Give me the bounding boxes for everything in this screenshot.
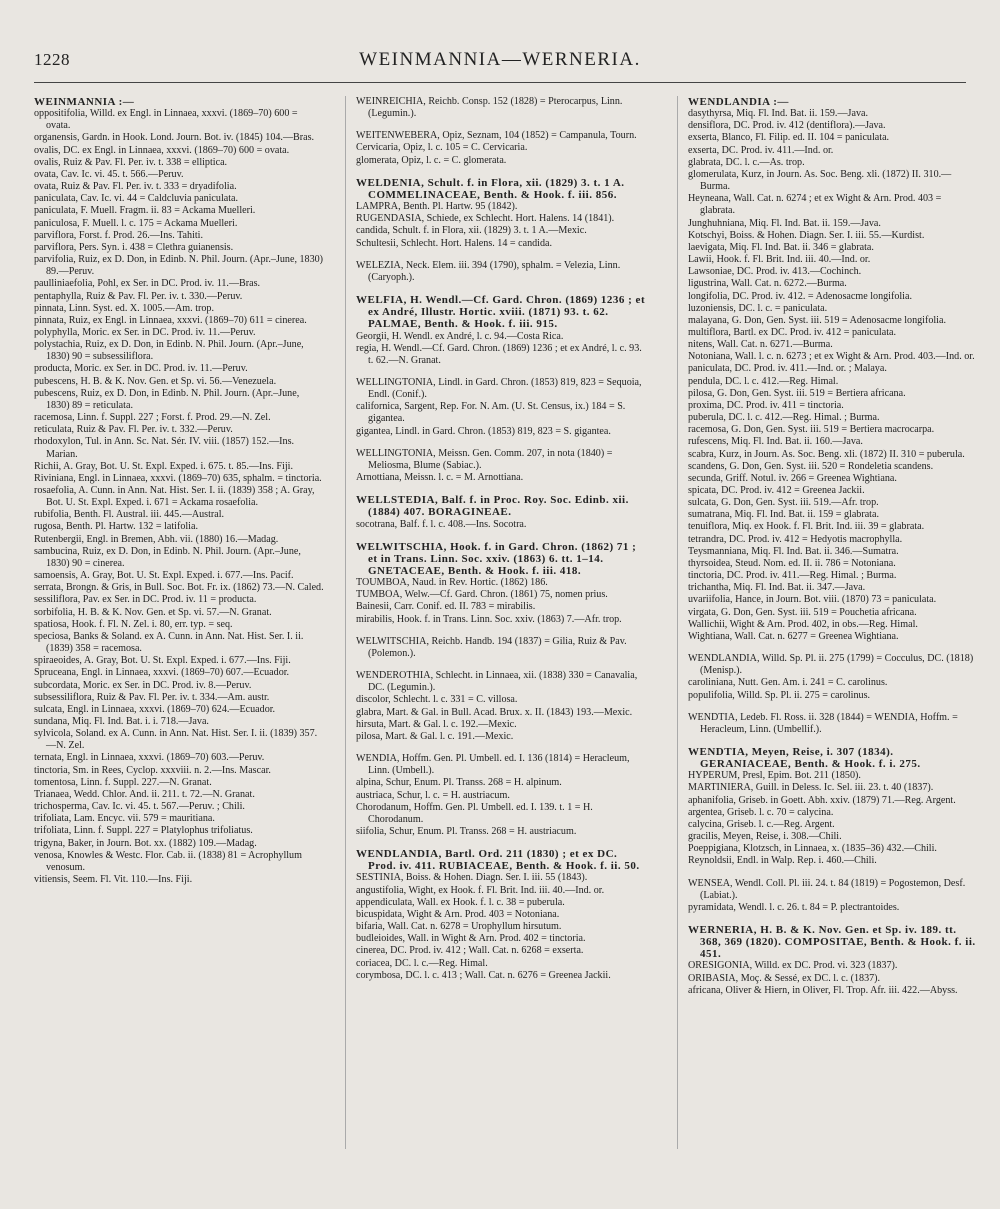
genus-heading: WENDLANDIA, Bartl. Ord. 211 (1830) ; et ex DC. Prod. iv. 411. RUBIACEAE, Benth. & Hook. f. ii. 50. [356,848,640,873]
species-entry: glomerulata, Kurz, in Journ. As. Soc. Beng. xli. (1872) II. 310.—Burma. [688,168,952,193]
species-entry: Richii, A. Gray, Bot. U. St. Expl. Exped. i. 675. t. 85.—Ins. Fiji. [34,460,293,472]
running-head: WEINMANNIA—WERNERIA. [359,49,641,70]
species-entry: producta, Moric. ex Ser. in DC. Prod. iv. 11.—Peruv. [34,363,248,375]
species-entry: aphanifolia, Griseb. in Goett. Abh. xxiv. (1879) 71.—Reg. Argent. [688,794,956,806]
species-entry: proxima, DC. Prod. iv. 411 = tinctoria. [688,399,844,411]
species-entry: RUGENDASIA, Schiede, ex Schlecht. Hort. Halens. 14 (1841). [356,213,615,225]
species-entry: Cervicaria, Opiz, l. c. 105 = C. Cervicaria. [356,142,528,154]
species-entry: alpina, Schur, Enum. Pl. Transs. 268 = H. alpinum. [356,777,562,789]
species-entry: cinerea, DC. Prod. iv. 412 ; Wall. Cat. n. 6268 = exserta. [356,945,584,957]
species-entry: puberula, DC. l. c. 412.—Reg. Himal. ; Burma. [688,412,880,424]
species-entry: ovalis, Ruiz & Pav. Fl. Per. iv. t. 338 = elliptica. [34,156,228,168]
species-entry: sylvicola, Soland. ex A. Cunn. in Ann. Nat. Hist. Ser. I. ii. (1839) 357.—N. Zel. [34,728,318,752]
species-entry: Chorodanum, Hoffm. Gen. Pl. Umbell. ed. I. 139. t. 1 = H. Chorodanum. [356,801,593,825]
species-entry: ternata, Engl. in Linnaea, xxxvi. (1869–70) 603.—Peruv. [34,752,265,764]
species-entry: Heyneana, Wall. Cat. n. 6274 ; et ex Wight & Arn. Prod. 403 = glabrata. [688,193,942,217]
species-entry: WENDLANDIA, Willd. Sp. Pl. ii. 275 (1799) = Cocculus, DC. (1818) (Menisp.). [688,653,974,677]
species-entry: polyphylla, Moric. ex Ser. in DC. Prod. iv. 11.—Peruv. [34,326,256,338]
species-entry: venosa, Knowles & Westc. Flor. Cab. ii. (1838) 81 = Acrophyllum venosum. [34,849,302,873]
species-entry: WEINREICHIA, Reichb. Consp. 152 (1828) = Pterocarpus, Linn. (Legumin.). [356,96,623,120]
species-entry: socotrana, Balf. f. l. c. 408.—Ins. Socotra. [356,518,527,530]
species-entry: Arnottiana, Meissn. l. c. = M. Arnottiana. [356,472,524,484]
genus-block [356,448,646,484]
species-entry: Kotschyi, Boiss. & Hohen. Diagn. Ser. I. iii. 55.—Kurdist. [688,229,925,241]
species-entry: pubescens, H. B. & K. Nov. Gen. et Sp. vi. 56.—Venezuela. [34,375,277,387]
species-entry: pubescens, Ruiz, ex D. Don, in Edinb. N. Phil. Journ. (Apr.–June, 1830) 89 = reticulata. [34,387,300,411]
species-entry: mirabilis, Hook. f. in Trans. Linn. Soc. xxiv. (1863) 7.—Afr. trop. [356,613,622,625]
species-entry: Bainesii, Carr. Conif. ed. II. 783 = mirabilis. [356,601,536,613]
species-entry: subcordata, Moric. ex Ser. in DC. Prod. iv. 8.—Peruv. [34,679,252,691]
genus-block [34,96,324,886]
species-entry: paniculata, Cav. Ic. vi. 44 = Caldcluvia paniculata. [34,193,239,205]
species-entry: luzoniensis, DC. l. c. = paniculata. [688,302,828,314]
species-entry: exserta, Blanco, Fl. Filip. ed. II. 104 = paniculata. [688,132,890,144]
species-entry: WENSEA, Wendl. Coll. Pl. iii. 24. t. 84 (1819) = Pogostemon, Desf. (Labiat.). [688,877,966,901]
species-entry: budleioides, Wall. in Wight & Arn. Prod. 402 = tinctoria. [356,933,586,945]
species-entry: Spruceana, Engl. in Linnaea, xxxvi. (1869–70) 607.—Ecuador. [34,667,290,679]
genus-heading: WENDLANDIA :— [688,96,789,108]
species-entry: paulliniaefolia, Pohl, ex Ser. in DC. Prod. iv. 11.—Bras. [34,278,261,290]
species-entry: ORIBASIA, Moç. & Sessé, ex DC. l. c. (1837). [688,972,881,984]
species-entry: LAMPRA, Benth. Pl. Hartw. 95 (1842). [356,201,518,213]
species-entry: WELLINGTONIA, Lindl. in Gard. Chron. (1853) 819, 823 = Sequoia, Endl. (Conif.). [356,376,642,401]
species-entry: gigantea, Lindl. in Gard. Chron. (1853) 819, 823 = S. gigantea. [356,425,611,437]
species-entry: californica, Sargent, Rep. For. N. Am. (U. St. Census, ix.) 184 = S. gigantea. [356,401,626,425]
species-entry: TUMBOA, Welw.—Cf. Gard. Chron. (1861) 75, nomen prius. [356,589,608,601]
species-entry: argentea, Griseb. l. c. 70 = calycina. [688,806,834,818]
species-entry: trichosperma, Cav. Ic. vi. 45. t. 567.—Peruv. ; Chili. [34,801,245,813]
species-entry: Junghuhniana, Miq. Fl. Ind. Bat. ii. 159.—Java. [688,217,881,229]
species-entry: Georgii, H. Wendl. ex André, l. c. 94.—Costa Rica. [356,330,564,342]
species-entry: rubifolia, Benth. Fl. Austral. iii. 445.—Austral. [34,509,225,521]
species-entry: Riviniana, Engl. in Linnaea, xxxvi. (1869–70) 635, sphalm. = tinctoria. [34,472,322,484]
species-entry: ORESIGONIA, Willd. ex DC. Prod. vi. 323 (1837). [688,960,898,972]
genus-block [688,96,978,643]
species-entry: pentaphylla, Ruiz & Pav. Fl. Per. iv. t. 330.—Peruv. [34,290,243,302]
species-entry: sumatrana, Miq. Fl. Ind. Bat. ii. 159 = glabrata. [688,509,879,521]
species-entry: glabra, Mart. & Gal. in Bull. Acad. Brux. x. II. (1843) 193.—Mexic. [356,706,633,718]
species-entry: subsessiliflora, Ruiz & Pav. Fl. Per. iv. t. 334.—Am. austr. [34,691,270,703]
species-entry: tomentosa, Linn. f. Suppl. 227.—N. Granat. [34,776,212,788]
species-entry: rufescens, Miq. Fl. Ind. Bat. ii. 160.—Java. [688,436,863,448]
species-entry: virgata, G. Don, Gen. Syst. iii. 519 = Pouchetia africana. [688,606,917,618]
genus-block [356,636,646,660]
species-entry: populifolia, Willd. Sp. Pl. ii. 275 = carolinus. [688,689,871,701]
species-entry: tinctoria, Sm. in Rees, Cyclop. xxxviii. n. 2.—Ins. Mascar. [34,764,271,776]
species-entry: tinctoria, DC. Prod. iv. 411.—Reg. Himal. ; Burma. [688,570,897,582]
column-1 [34,96,324,896]
species-entry: regia, H. Wendl.—Cf. Gard. Chron. (1869) 1236 ; et ex André, l. c. 93. t. 62.—N. Granat. [356,342,642,366]
species-entry: sorbifolia, H. B. & K. Nov. Gen. et Sp. vi. 57.—N. Granat. [34,606,272,618]
species-entry: ovalis, DC. ex Engl. in Linnaea, xxxvi. (1869–70) 600 = ovata. [34,144,290,156]
genus-heading: WELDENIA, Schult. f. in Flora, xii. (1829) 3. t. 1 A. COMMELINACEAE, Benth. & Hook. f. iii. 856. [356,176,625,201]
species-entry: Rutenbergii, Engl. in Bremen, Abh. vii. (1880) 16.—Madag. [34,533,279,545]
species-entry: candida, Schult. f. in Flora, xii. (1829) 3. t. 1 A.—Mexic. [356,225,587,237]
species-entry: spicata, DC. Prod. iv. 412 = Greenea Jackii. [688,485,865,496]
species-entry: WELEZIA, Neck. Elem. iii. 394 (1790), sphalm. = Velezia, Linn. (Caryoph.). [356,259,621,283]
species-entry: ligustrina, Wall. Cat. n. 6272.—Burma. [688,278,847,290]
genus-heading: WELWITSCHIA, Hook. f. in Gard. Chron. (1862) 71 ; et in Trans. Linn. Soc. xxiv. (1863) 6. tt. 1–14. GNETACEAE, Benth. & Hook. f. iii. 418. [356,540,637,577]
species-entry: austriaca, Schur, l. c. = H. austriacum. [356,789,510,801]
species-entry: sulcata, Engl. in Linnaea, xxxvi. (1869–70) 624.—Ecuador. [34,703,276,715]
species-entry: WEITENWEBERA, Opiz, Seznam, 104 (1852) = Campanula, Tourn. [356,130,637,142]
species-entry: WENDTIA, Ledeb. Fl. Ross. ii. 328 (1844) = WENDIA, Hoffm. = Heracleum, Linn. (Umbellif.). [688,711,958,735]
species-entry: corymbosa, DC. l. c. 413 ; Wall. Cat. n. 6276 = Greenea Jackii. [356,969,611,981]
species-entry: HYPERUM, Presl, Epim. Bot. 211 (1850). [688,770,861,782]
species-entry: secunda, Griff. Notul. iv. 266 = Greenea Wightiana. [688,472,897,484]
genus-block [688,746,978,868]
column-divider [345,96,346,1149]
genus-heading: WENDTIA, Meyen, Reise, i. 307 (1834). GERANIACEAE, Benth. & Hook. f. i. 275. [688,745,921,771]
species-entry: trifoliata, Lam. Encyc. vii. 579 = mauritiana. [34,813,215,825]
species-entry: parviflora, Pers. Syn. i. 438 = Clethra guianensis. [34,241,234,253]
species-entry: Lawsoniae, DC. Prod. iv. 413.—Cochinch. [688,266,862,278]
genus-block [356,848,646,982]
species-entry: sessiliflora, Pav. ex Ser. in DC. Prod. iv. 11 = producta. [34,594,257,606]
species-entry: oppositifolia, Willd. ex Engl. in Linnaea, xxxvi. (1869–70) 600 = ovata. [34,108,298,132]
species-entry: exserta, DC. Prod. iv. 411.—Ind. or. [688,144,834,156]
species-entry: WELWITSCHIA, Reichb. Handb. 194 (1837) = Gilia, Ruiz & Pav. (Polemon.). [356,635,627,659]
species-entry: ovata, Cav. Ic. vi. 45. t. 566.—Peruv. [34,168,184,180]
species-entry: pilosa, G. Don, Gen. Syst. iii. 519 = Bertiera africana. [688,387,906,399]
species-entry: laevigata, Miq. Fl. Ind. Bat. ii. 346 = glabrata. [688,241,874,253]
genus-block [688,924,978,997]
species-entry: caroliniana, Nutt. Gen. Am. i. 241 = C. carolinus. [688,677,888,689]
species-entry: Wallichii, Wight & Arn. Prod. 402, in obs.—Reg. Himal. [688,618,918,630]
species-entry: sulcata, G. Don, Gen. Syst. iii. 519.—Afr. trop. [688,497,879,509]
species-entry: racemosa, G. Don, Gen. Syst. iii. 519 = Bertiera macrocarpa. [688,424,935,436]
species-entry: Lawii, Hook. f. Fl. Brit. Ind. iii. 40.—Ind. or. [688,254,871,266]
species-entry: Poeppigiana, Klotzsch, in Linnaea, x. (1835–36) 432.—Chili. [688,843,937,855]
species-entry: discolor, Schlecht. l. c. 331 = C. villosa. [356,694,518,706]
species-entry: organensis, Gardn. in Hook. Lond. Journ. Bot. iv. (1845) 104.—Bras. [34,132,315,144]
species-entry: glabrata, DC. l. c.—As. trop. [688,156,805,168]
column-2 [356,96,646,992]
species-entry: calycina, Griseb. l. c.—Reg. Argent. [688,818,835,830]
species-entry: vitiensis, Seem. Fl. Vit. 110.—Ins. Fiji. [34,874,193,885]
species-entry: rhodoxylon, Tul. in Ann. Sc. Nat. Sér. IV. viii. (1857) 152.—Ins. Marian. [34,436,295,460]
page-number: 1228 [34,50,70,69]
species-entry: parvifolia, Ruiz, ex D. Don, in Edinb. N. Phil. Journ. (Apr.–June, 1830) 89.—Peruv. [34,254,324,278]
species-entry: malayana, G. Don, Gen. Syst. iii. 519 = Adenosacme longifolia. [688,314,946,326]
species-entry: Trianaea, Wedd. Chlor. And. ii. 211. t. 72.—N. Granat. [34,788,255,800]
species-entry: TOUMBOA, Naud. in Rev. Hortic. (1862) 186. [356,577,548,589]
species-entry: pinnata, Ruiz, ex Engl. in Linnaea, xxxvi. (1869–70) 611 = cinerea. [34,314,307,326]
species-entry: speciosa, Banks & Soland. ex A. Cunn. in Ann. Nat. Hist. Ser. I. ii. (1839) 358 = racemosa. [34,630,304,655]
genus-heading: WEINMANNIA :— [34,96,135,108]
genus-block [356,377,646,438]
genus-block [356,541,646,626]
genus-block [356,494,646,530]
species-entry: SESTINIA, Boiss. & Hohen. Diagn. Ser. I. iii. 55 (1843). [356,872,588,884]
species-entry: racemosa, Linn. f. Suppl. 227 ; Forst. f. Prod. 29.—N. Zel. [34,412,271,424]
species-entry: WENDEROTHIA, Schlecht. in Linnaea, xii. (1838) 330 = Canavalia, DC. (Legumin.). [356,670,638,694]
species-entry: MARTINIERA, Guill. in Deless. Ic. Sel. iii. 23. t. 40 (1837). [688,782,934,794]
species-entry: sambucina, Ruiz, ex D. Don, in Edinb. N. Phil. Journ. (Apr.–June, 1830) 90 = cinerea. [34,545,301,569]
genus-heading: WELLSTEDIA, Balf. f. in Proc. Roy. Soc. Edinb. xii. (1884) 407. BORAGINEAE. [356,494,629,519]
species-entry: ovata, Ruiz & Pav. Fl. Per. iv. t. 333 = dryadifolia. [34,181,237,193]
genus-block [356,177,646,250]
species-entry: bicuspidata, Wight & Arn. Prod. 403 = Notoniana. [356,908,560,920]
species-entry: multiflora, Bartl. ex DC. Prod. iv. 412 = paniculata. [688,326,896,338]
species-entry: bifaria, Wall. Cat. n. 6278 = Urophyllum hirsutum. [356,921,562,933]
species-entry: reticulata, Ruiz & Pav. Fl. Per. iv. t. 332.—Peruv. [34,424,233,436]
species-entry: tetrandra, DC. Prod. iv. 412 = Hedyotis macrophylla. [688,533,903,545]
species-entry: scandens, G. Don, Gen. Syst. iii. 520 = Rondeletia scandens. [688,460,934,472]
species-entry: angustifolia, Wight, ex Hook. f. Fl. Brit. Ind. iii. 40.—Ind. or. [356,884,605,896]
species-entry: Wightiana, Wall. Cat. n. 6277 = Greenea Wightiana. [688,630,899,642]
species-entry: sundana, Miq. Fl. Ind. Bat. i. i. 718.—Java. [34,715,209,727]
species-entry: paniculata, DC. Prod. iv. 411.—Ind. or. ; Malaya. [688,363,887,375]
header-rule [34,82,966,83]
species-entry: WELLINGTONIA, Meissn. Gen. Comm. 207, in nota (1840) = Meliosma, Blume (Sabiac.). [356,447,613,471]
species-entry: siifolia, Schur, Enum. Pl. Transs. 268 = H. austriacum. [356,825,577,837]
species-entry: coriacea, DC. l. c.—Reg. Himal. [356,957,488,969]
species-entry: samoensis, A. Gray, Bot. U. St. Expl. Exped. i. 677.—Ins. Pacif. [34,570,294,582]
species-entry: pendula, DC. l. c. 412.—Reg. Himal. [688,375,839,387]
column-3 [688,96,978,1007]
species-entry: densiflora, DC. Prod. iv. 412 (dentiflora).—Java. [688,120,886,132]
species-entry: tenuiflora, Miq. ex Hook. f. Fl. Brit. Ind. iii. 39 = glabrata. [688,521,925,533]
genus-block [688,712,978,736]
species-entry: spatiosa, Hook. f. Fl. N. Zel. i. 80, err. typ. = seq. [34,618,233,630]
species-entry: trichantha, Miq. Fl. Ind. Bat. ii. 347.—Java. [688,582,866,594]
species-entry: trifoliata, Linn. f. Suppl. 227 = Platylophus trifoliatus. [34,825,253,837]
species-entry: appendiculata, Wall. ex Hook. f. l. c. 38 = puberula. [356,896,565,908]
species-entry: spiraeoides, A. Gray, Bot. U. St. Expl. Exped. i. 677.—Ins. Fiji. [34,655,291,667]
species-entry: trigyna, Baker, in Journ. Bot. xx. (1882) 109.—Madag. [34,837,257,849]
species-entry: parviflora, Forst. f. Prod. 26.—Ins. Tahiti. [34,229,204,241]
species-entry: glomerata, Opiz, l. c. = C. glomerata. [356,154,507,166]
species-entry: uvariifolia, Hance, in Journ. Bot. viii. (1870) 73 = paniculata. [688,594,937,606]
species-entry: paniculosa, F. Muell. l. c. 175 = Ackama Muelleri. [34,217,238,229]
species-entry: polystachia, Ruiz, ex D. Don, in Edinb. N. Phil. Journ. (Apr.–June, 1830) 90 = subsessiliflora. [34,339,304,363]
species-entry: rugosa, Benth. Pl. Hartw. 132 = latifolia. [34,521,198,533]
species-entry: Reynoldsii, Endl. in Walp. Rep. i. 460.—Chili. [688,855,877,867]
genus-block [356,260,646,284]
species-entry: scabra, Kurz, in Journ. As. Soc. Beng. xli. (1872) II. 310 = puberula. [688,448,965,460]
genus-block [356,670,646,743]
species-entry: hirsuta, Mart. & Gal. l. c. 192.—Mexic. [356,718,517,730]
species-entry: nitens, Wall. Cat. n. 6271.—Burma. [688,339,833,351]
species-entry: dasythyrsa, Miq. Fl. Ind. Bat. ii. 159.—Java. [688,108,868,120]
genus-block [356,294,646,367]
genus-block [688,878,978,914]
species-entry: Teysmanniana, Miq. Fl. Ind. Bat. ii. 346.—Sumatra. [688,545,899,557]
genus-block [356,130,646,166]
species-entry: thyrsoidea, Steud. Nom. ed. II. ii. 786 = Notoniana. [688,557,896,569]
column-divider [677,96,678,1149]
genus-heading: WERNERIA, H. B. & K. Nov. Gen. et Sp. iv. 189. tt. 368, 369 (1820). COMPOSITAE, Benth. & Hook. f. ii. 451. [688,924,976,961]
species-entry: rosaefolia, A. Cunn. in Ann. Nat. Hist. Ser. I. ii. (1839) 358 ; A. Gray, Bot. U. St. Expl. Exped. i. 671 = Ackama rosaefolia. [34,485,315,509]
species-entry: gracilis, Meyen, Reise, i. 308.—Chili. [688,831,842,843]
species-entry: africana, Oliver & Hiern, in Oliver, Fl. Trop. Afr. iii. 422.—Abyss. [688,984,958,996]
species-entry: paniculata, F. Muell. Fragm. ii. 83 = Ackama Muelleri. [34,205,256,217]
species-entry: Schultesii, Schlecht. Hort. Halens. 14 = candida. [356,237,553,249]
genus-block [356,96,646,120]
genus-block [356,753,646,838]
species-entry: pinnata, Linn. Syst. ed. X. 1005.—Am. trop. [34,302,214,314]
genus-block [688,653,978,702]
species-entry: pilosa, Mart. & Gal. l. c. 191.—Mexic. [356,730,514,742]
species-entry: WENDIA, Hoffm. Gen. Pl. Umbell. ed. I. 136 (1814) = Heracleum, Linn. (Umbell.). [356,753,630,777]
species-entry: longifolia, DC. Prod. iv. 412. = Adenosacme longifolia. [688,290,912,302]
species-entry: pyramidata, Wendl. l. c. 26. t. 84 = P. plectrantoides. [688,901,900,913]
genus-heading: WELFIA, H. Wendl.—Cf. Gard. Chron. (1869) 1236 ; et ex André, Illustr. Hortic. xviii. (1871) 93. t. 62. PALMAE, Benth. & Hook. f. iii. 915. [356,294,646,331]
species-entry: serrata, Brongn. & Gris, in Bull. Soc. Bot. Fr. ix. (1862) 73.—N. Caled. [34,582,324,594]
species-entry: Notoniana, Wall. l. c. n. 6273 ; et ex Wight & Arn. Prod. 403.—Ind. or. [688,351,975,363]
